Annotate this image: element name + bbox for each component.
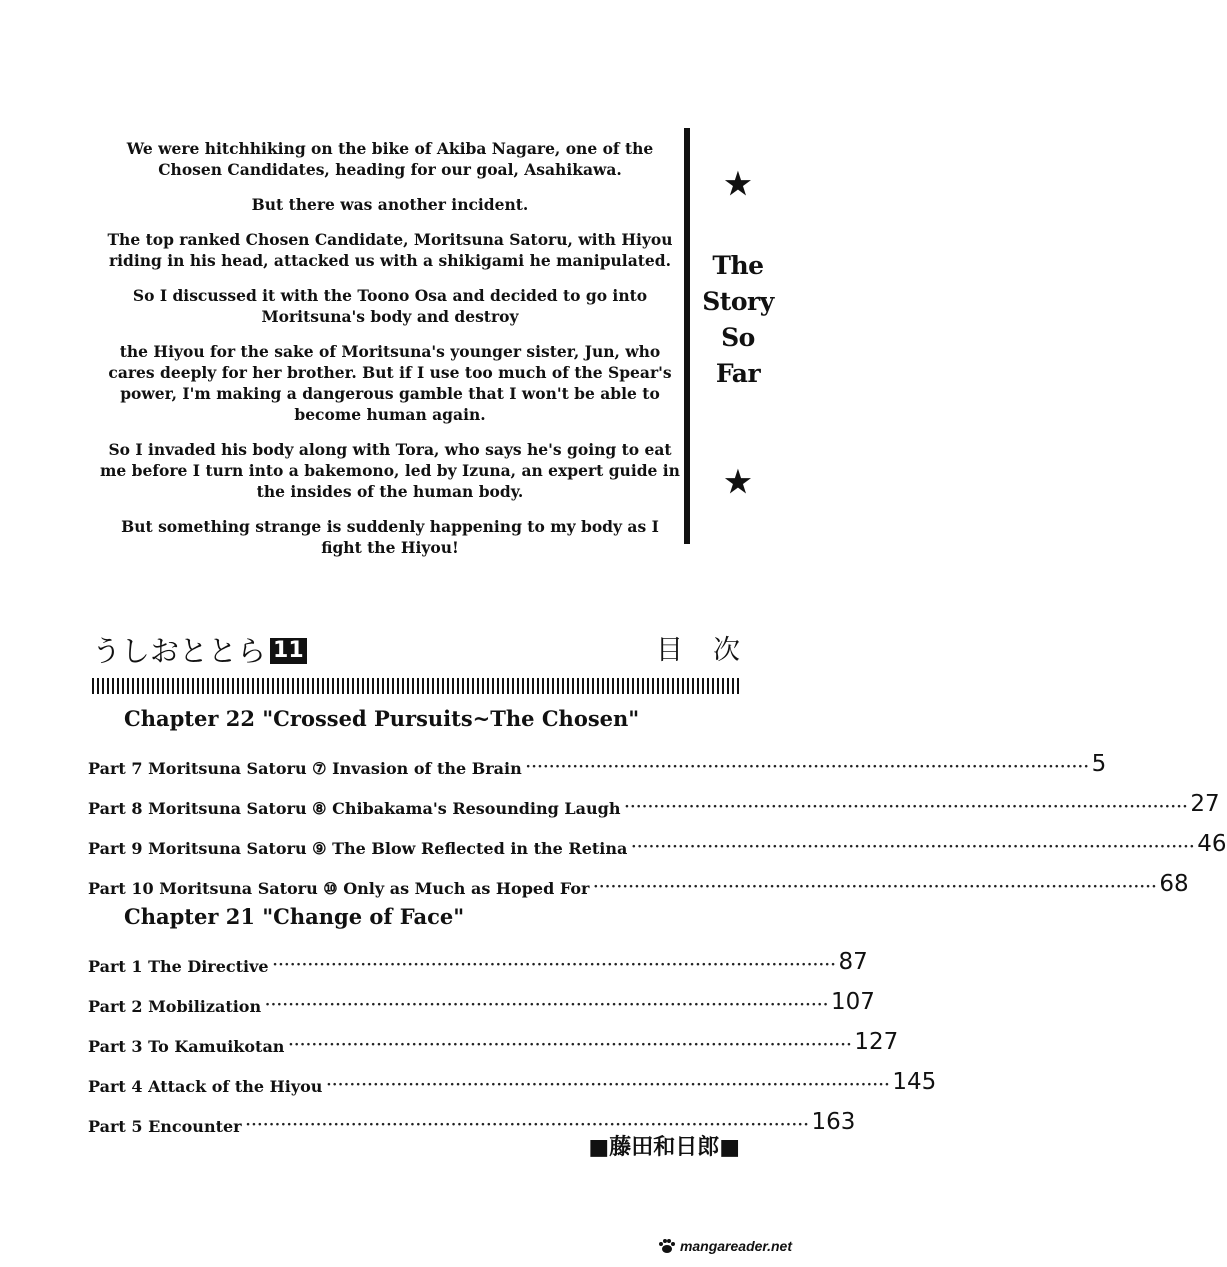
toc-entry-label: Part 9 Moritsuna Satoru ⑨ The Blow Reflected in the Retina: [88, 839, 628, 858]
toc-entry-page: 46: [1197, 831, 1227, 857]
toc-entry: [88, 778, 1220, 818]
heading-word: Story: [702, 287, 774, 316]
toc-entry: [88, 976, 875, 1016]
table-of-contents: [88, 700, 1227, 1136]
series-name: うしおととら: [92, 634, 267, 668]
hatched-divider: [92, 678, 740, 694]
toc-entry-label: Part 5 Encounter: [88, 1117, 242, 1136]
toc-entry-page: 127: [854, 1029, 899, 1055]
toc-entry: [88, 738, 1107, 778]
toc-entry-page: 87: [838, 949, 868, 975]
summary-paragraph: So I discussed it with the Toono Osa and decided to go into Moritsuna's body and destroy: [132, 286, 648, 326]
star-icon: ★: [724, 465, 752, 500]
summary-paragraph: We were hitchhiking on the bike of Akiba Nagare, one of the Chosen Candidates, heading for our goal, Asahikawa.: [126, 139, 654, 179]
dot-leader: ································································································: [593, 879, 1158, 895]
summary-paragraph: But something strange is suddenly happening to my body as I fight the Hiyou!: [121, 517, 659, 557]
dot-leader: ································································································: [525, 759, 1090, 775]
toc-entry: [88, 858, 1189, 898]
toc-entry-label: Part 8 Moritsuna Satoru ⑧ Chibakama's Resounding Laugh: [88, 799, 621, 818]
chapter-title: Chapter 21 "Change of Face": [124, 904, 465, 929]
toc-entry-label: Part 3 To Kamuikotan: [88, 1037, 285, 1056]
dot-leader: ································································································: [326, 1077, 891, 1093]
star-icon: ★: [724, 167, 752, 202]
toc-entry-page: 107: [831, 989, 875, 1015]
dot-leader: ································································································: [631, 839, 1196, 855]
toc-entry: [88, 1056, 937, 1096]
toc-entry: [88, 1016, 899, 1056]
toc-entry-label: Part 1 The Directive: [88, 957, 269, 976]
watermark[interactable]: [657, 1238, 792, 1254]
toc-entry-label: Part 7 Moritsuna Satoru ⑦ Invasion of the Brain: [88, 759, 522, 778]
dot-leader: ································································································: [624, 799, 1189, 815]
series-title: [92, 633, 307, 669]
chapter-title: Chapter 22 "Crossed Pursuits~The Chosen": [124, 706, 640, 731]
dot-leader: ································································································: [265, 997, 829, 1013]
summary-paragraph: So I invaded his body along with Tora, who says he's going to eat me before I turn into a bakemono, led by Izuna, an expert guide in the insides of the human body.: [100, 440, 680, 501]
author-name: ■藤田和日郎■: [588, 1135, 740, 1160]
toc-entry-page: 5: [1091, 751, 1107, 777]
toc-entry: [88, 936, 868, 976]
dot-leader: ································································································: [245, 1117, 810, 1133]
heading-words: [698, 248, 778, 392]
volume-badge: 11: [270, 638, 307, 664]
contents-label: 目次: [656, 635, 770, 666]
toc-entry: [88, 1096, 856, 1136]
toc-header: [92, 633, 770, 673]
toc-entry-page: 163: [811, 1109, 856, 1135]
vertical-rule: [684, 128, 690, 544]
toc-entry: [88, 818, 1227, 858]
story-so-far-heading: [698, 167, 778, 500]
story-summary: [100, 138, 680, 572]
heading-word: So: [721, 323, 755, 352]
toc-entry-page: 27: [1190, 791, 1220, 817]
heading-word: Far: [715, 359, 761, 388]
dot-leader: ································································································: [288, 1037, 853, 1053]
toc-entry-label: Part 10 Moritsuna Satoru ⑩ Only as Much as Hoped For: [88, 879, 590, 898]
dot-leader: ································································································: [272, 957, 837, 973]
heading-word: The: [712, 251, 764, 280]
toc-entry-label: Part 4 Attack of the Hiyou: [88, 1077, 323, 1096]
summary-paragraph: But there was another incident.: [251, 195, 529, 214]
toc-entry-page: 145: [892, 1069, 937, 1095]
toc-entry-label: Part 2 Mobilization: [88, 997, 262, 1016]
summary-paragraph: The top ranked Chosen Candidate, Moritsuna Satoru, with Hiyou riding in his head, attacked us with a shikigami he manipulated.: [107, 230, 673, 270]
watermark-text: mangareader.net: [679, 1238, 792, 1254]
paw-icon: [657, 1238, 677, 1254]
summary-paragraph: the Hiyou for the sake of Moritsuna's younger sister, Jun, who cares deeply for her brother. But if I use too much of the Spear's power, I'm making a dangerous gamble that I won't be able to become human again.: [108, 342, 672, 424]
toc-entry-page: 68: [1159, 871, 1189, 897]
